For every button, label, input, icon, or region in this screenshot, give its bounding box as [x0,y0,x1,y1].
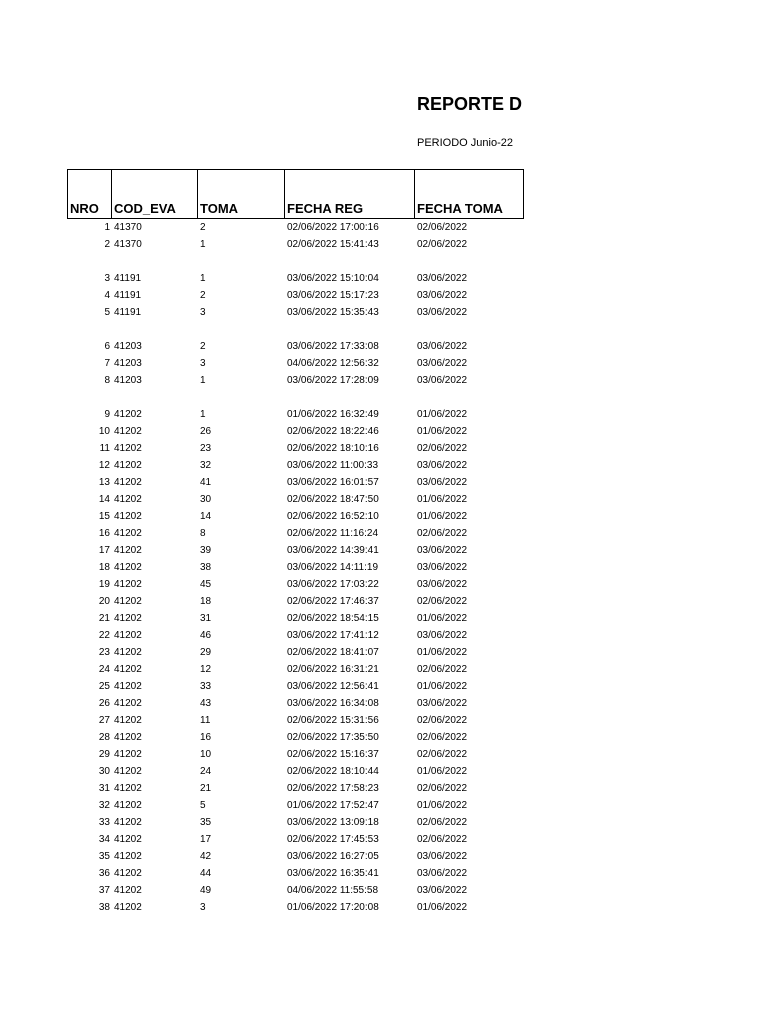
table-row [0,491,768,508]
cell-fecha-reg: 02/06/2022 17:35:50 [287,732,379,743]
column-header-label: FECHA TOMA [417,201,503,216]
cell-cod-eva: 41202 [114,783,142,794]
table-row [0,508,768,525]
cell-cod-eva: 41202 [114,851,142,862]
cell-cod-eva: 41202 [114,715,142,726]
cell-fecha-toma: 03/06/2022 [417,868,468,879]
cell-nro: 28 [98,732,110,743]
cell-fecha-reg: 01/06/2022 17:52:47 [287,800,379,811]
cell-nro: 16 [98,528,110,539]
cell-fecha-toma: 01/06/2022 [417,647,468,658]
table-row [0,474,768,491]
cell-toma: 24 [200,766,212,777]
cell-nro: 19 [98,579,110,590]
cell-fecha-reg: 04/06/2022 11:55:58 [287,885,379,896]
table-row [0,355,768,372]
column-header-label: NRO [70,201,99,216]
cell-cod-eva: 41202 [114,494,142,505]
cell-nro: 27 [98,715,110,726]
cell-fecha-reg: 03/06/2022 17:28:09 [287,375,379,386]
cell-nro: 37 [98,885,110,896]
cell-fecha-toma: 02/06/2022 [417,664,468,675]
cell-fecha-reg: 02/06/2022 18:22:46 [287,426,379,437]
cell-nro: 38 [98,902,110,913]
column-header-fecha-reg [284,169,415,219]
cell-fecha-toma: 03/06/2022 [417,307,468,318]
column-header-label: COD_EVA [114,201,176,216]
table-row [0,338,768,355]
table-row [0,899,768,916]
cell-fecha-toma: 01/06/2022 [417,681,468,692]
cell-nro: 29 [98,749,110,760]
table-row [0,780,768,797]
table-row [0,729,768,746]
cell-toma: 1 [200,409,206,420]
cell-fecha-toma: 03/06/2022 [417,630,468,641]
column-header-nro [67,169,112,219]
cell-fecha-toma: 03/06/2022 [417,460,468,471]
cell-toma: 8 [200,528,206,539]
cell-nro: 22 [98,630,110,641]
cell-fecha-toma: 03/06/2022 [417,358,468,369]
table-row [0,457,768,474]
report-period: PERIODO Junio-22 [417,137,513,149]
cell-fecha-reg: 03/06/2022 11:00:33 [287,460,379,471]
table-row [0,372,768,389]
cell-fecha-reg: 03/06/2022 14:39:41 [287,545,379,556]
cell-toma: 26 [200,426,212,437]
cell-fecha-reg: 02/06/2022 18:54:15 [287,613,379,624]
table-row [0,576,768,593]
cell-toma: 29 [200,647,212,658]
table-row [0,627,768,644]
cell-fecha-toma: 02/06/2022 [417,783,468,794]
cell-fecha-toma: 02/06/2022 [417,528,468,539]
column-header-label: TOMA [200,201,239,216]
cell-cod-eva: 41202 [114,902,142,913]
table-row [0,593,768,610]
blank-row [0,321,768,338]
cell-toma: 10 [200,749,212,760]
cell-toma: 38 [200,562,212,573]
column-header-fecha-toma [414,169,524,219]
cell-fecha-toma: 01/06/2022 [417,409,468,420]
cell-fecha-reg: 03/06/2022 17:33:08 [287,341,379,352]
cell-fecha-toma: 03/06/2022 [417,545,468,556]
table-row [0,865,768,882]
cell-fecha-toma: 01/06/2022 [417,766,468,777]
cell-fecha-toma: 03/06/2022 [417,885,468,896]
table-row [0,423,768,440]
cell-fecha-toma: 01/06/2022 [417,494,468,505]
cell-fecha-toma: 03/06/2022 [417,698,468,709]
cell-toma: 43 [200,698,212,709]
cell-nro: 12 [98,460,110,471]
cell-fecha-reg: 02/06/2022 15:31:56 [287,715,379,726]
table-row [0,406,768,423]
cell-toma: 14 [200,511,212,522]
cell-fecha-reg: 03/06/2022 16:34:08 [287,698,379,709]
cell-fecha-reg: 02/06/2022 16:31:21 [287,664,379,675]
table-row [0,304,768,321]
cell-fecha-reg: 02/06/2022 18:10:16 [287,443,379,454]
cell-toma: 21 [200,783,212,794]
cell-fecha-toma: 03/06/2022 [417,375,468,386]
cell-toma: 2 [200,222,206,233]
column-header-cod-eva [111,169,198,219]
cell-cod-eva: 41202 [114,443,142,454]
cell-fecha-toma: 02/06/2022 [417,834,468,845]
cell-toma: 35 [200,817,212,828]
cell-cod-eva: 41202 [114,596,142,607]
cell-nro: 24 [98,664,110,675]
cell-fecha-reg: 01/06/2022 17:20:08 [287,902,379,913]
table-row [0,678,768,695]
cell-fecha-toma: 02/06/2022 [417,817,468,828]
cell-nro: 21 [98,613,110,624]
cell-fecha-reg: 03/06/2022 17:41:12 [287,630,379,641]
table-row [0,763,768,780]
cell-toma: 18 [200,596,212,607]
cell-cod-eva: 41202 [114,885,142,896]
cell-toma: 3 [200,307,206,318]
blank-row [0,253,768,270]
cell-nro: 32 [98,800,110,811]
cell-cod-eva: 41202 [114,545,142,556]
cell-toma: 44 [200,868,212,879]
cell-toma: 45 [200,579,212,590]
cell-nro: 9 [104,409,110,420]
table-row [0,695,768,712]
cell-toma: 30 [200,494,212,505]
cell-fecha-toma: 01/06/2022 [417,800,468,811]
cell-cod-eva: 41203 [114,341,142,352]
cell-fecha-toma: 01/06/2022 [417,511,468,522]
cell-nro: 17 [98,545,110,556]
cell-toma: 31 [200,613,212,624]
cell-cod-eva: 41203 [114,375,142,386]
table-row [0,882,768,899]
cell-nro: 7 [104,358,110,369]
cell-cod-eva: 41202 [114,511,142,522]
cell-fecha-reg: 02/06/2022 17:45:53 [287,834,379,845]
cell-fecha-toma: 02/06/2022 [417,443,468,454]
cell-fecha-reg: 03/06/2022 15:35:43 [287,307,379,318]
cell-nro: 3 [104,273,110,284]
cell-toma: 16 [200,732,212,743]
cell-cod-eva: 41191 [114,307,142,318]
cell-toma: 3 [200,358,206,369]
data-table-body [0,219,768,916]
table-row [0,610,768,627]
cell-cod-eva: 41202 [114,562,142,573]
table-row [0,712,768,729]
cell-cod-eva: 41203 [114,358,142,369]
table-row [0,746,768,763]
cell-fecha-reg: 02/06/2022 17:00:16 [287,222,379,233]
cell-fecha-toma: 01/06/2022 [417,426,468,437]
cell-cod-eva: 41191 [114,290,142,301]
cell-cod-eva: 41202 [114,664,142,675]
cell-cod-eva: 41202 [114,800,142,811]
cell-fecha-reg: 02/06/2022 18:41:07 [287,647,379,658]
cell-fecha-reg: 03/06/2022 16:27:05 [287,851,379,862]
cell-fecha-reg: 02/06/2022 17:58:23 [287,783,379,794]
cell-cod-eva: 41202 [114,681,142,692]
cell-cod-eva: 41202 [114,766,142,777]
blank-row [0,389,768,406]
cell-fecha-toma: 03/06/2022 [417,290,468,301]
cell-toma: 32 [200,460,212,471]
table-row [0,287,768,304]
cell-nro: 31 [98,783,110,794]
cell-fecha-toma: 01/06/2022 [417,613,468,624]
cell-nro: 34 [98,834,110,845]
cell-fecha-reg: 02/06/2022 17:46:37 [287,596,379,607]
cell-cod-eva: 41202 [114,868,142,879]
cell-fecha-reg: 03/06/2022 13:09:18 [287,817,379,828]
cell-nro: 1 [104,222,110,233]
cell-nro: 20 [98,596,110,607]
cell-fecha-reg: 02/06/2022 18:10:44 [287,766,379,777]
cell-cod-eva: 41191 [114,273,142,284]
cell-nro: 18 [98,562,110,573]
cell-toma: 3 [200,902,206,913]
table-row [0,848,768,865]
table-row [0,814,768,831]
column-header-toma [197,169,285,219]
cell-cod-eva: 41202 [114,834,142,845]
table-row [0,270,768,287]
cell-fecha-toma: 03/06/2022 [417,851,468,862]
cell-nro: 11 [99,443,110,454]
cell-cod-eva: 41202 [114,613,142,624]
cell-nro: 5 [104,307,110,318]
cell-cod-eva: 41202 [114,749,142,760]
cell-cod-eva: 41202 [114,409,142,420]
cell-cod-eva: 41370 [114,239,142,250]
cell-nro: 23 [98,647,110,658]
cell-nro: 25 [98,681,110,692]
cell-fecha-toma: 02/06/2022 [417,715,468,726]
cell-fecha-toma: 02/06/2022 [417,222,468,233]
cell-toma: 49 [200,885,212,896]
cell-nro: 13 [98,477,110,488]
cell-cod-eva: 41370 [114,222,142,233]
cell-cod-eva: 41202 [114,477,142,488]
cell-cod-eva: 41202 [114,698,142,709]
table-row [0,661,768,678]
table-row [0,831,768,848]
cell-nro: 33 [98,817,110,828]
cell-fecha-reg: 02/06/2022 16:52:10 [287,511,379,522]
cell-fecha-reg: 03/06/2022 12:56:41 [287,681,379,692]
cell-fecha-toma: 03/06/2022 [417,477,468,488]
cell-fecha-reg: 03/06/2022 15:17:23 [287,290,379,301]
cell-nro: 14 [98,494,110,505]
cell-toma: 12 [200,664,212,675]
cell-fecha-toma: 02/06/2022 [417,239,468,250]
table-row [0,525,768,542]
cell-fecha-reg: 03/06/2022 15:10:04 [287,273,379,284]
cell-fecha-toma: 02/06/2022 [417,732,468,743]
cell-fecha-reg: 02/06/2022 11:16:24 [287,528,379,539]
cell-nro: 4 [104,290,110,301]
cell-toma: 23 [200,443,212,454]
cell-cod-eva: 41202 [114,579,142,590]
cell-toma: 1 [200,239,206,250]
cell-cod-eva: 41202 [114,732,142,743]
cell-nro: 15 [98,511,110,522]
cell-fecha-toma: 02/06/2022 [417,749,468,760]
cell-fecha-toma: 03/06/2022 [417,341,468,352]
report-title: REPORTE D [417,94,523,114]
cell-fecha-toma: 01/06/2022 [417,902,468,913]
cell-fecha-reg: 03/06/2022 14:11:19 [287,562,379,573]
cell-fecha-reg: 02/06/2022 15:16:37 [287,749,379,760]
table-row [0,440,768,457]
cell-toma: 11 [200,715,211,726]
cell-cod-eva: 41202 [114,647,142,658]
cell-cod-eva: 41202 [114,460,142,471]
cell-fecha-reg: 04/06/2022 12:56:32 [287,358,379,369]
cell-nro: 36 [98,868,110,879]
cell-fecha-toma: 03/06/2022 [417,273,468,284]
table-row [0,542,768,559]
cell-toma: 5 [200,800,206,811]
cell-toma: 1 [200,375,206,386]
cell-toma: 39 [200,545,212,556]
table-row [0,236,768,253]
cell-toma: 41 [200,477,212,488]
cell-toma: 17 [200,834,212,845]
cell-fecha-reg: 01/06/2022 16:32:49 [287,409,379,420]
cell-fecha-reg: 03/06/2022 16:35:41 [287,868,379,879]
cell-nro: 8 [104,375,110,386]
cell-toma: 42 [200,851,212,862]
column-header-label: FECHA REG [287,201,364,216]
cell-nro: 30 [98,766,110,777]
table-row [0,797,768,814]
table-row [0,559,768,576]
cell-toma: 46 [200,630,212,641]
cell-cod-eva: 41202 [114,630,142,641]
table-row [0,219,768,236]
cell-nro: 35 [98,851,110,862]
cell-fecha-toma: 03/06/2022 [417,579,468,590]
cell-fecha-reg: 02/06/2022 18:47:50 [287,494,379,505]
cell-fecha-toma: 02/06/2022 [417,596,468,607]
cell-cod-eva: 41202 [114,426,142,437]
cell-toma: 2 [200,290,206,301]
cell-nro: 2 [104,239,110,250]
cell-nro: 10 [98,426,110,437]
cell-fecha-reg: 03/06/2022 17:03:22 [287,579,379,590]
cell-cod-eva: 41202 [114,528,142,539]
cell-fecha-reg: 02/06/2022 15:41:43 [287,239,379,250]
cell-toma: 1 [200,273,206,284]
cell-fecha-reg: 03/06/2022 16:01:57 [287,477,379,488]
cell-nro: 26 [98,698,110,709]
table-row [0,644,768,661]
cell-toma: 33 [200,681,212,692]
cell-nro: 6 [104,341,110,352]
cell-cod-eva: 41202 [114,817,142,828]
cell-toma: 2 [200,341,206,352]
cell-fecha-toma: 03/06/2022 [417,562,468,573]
